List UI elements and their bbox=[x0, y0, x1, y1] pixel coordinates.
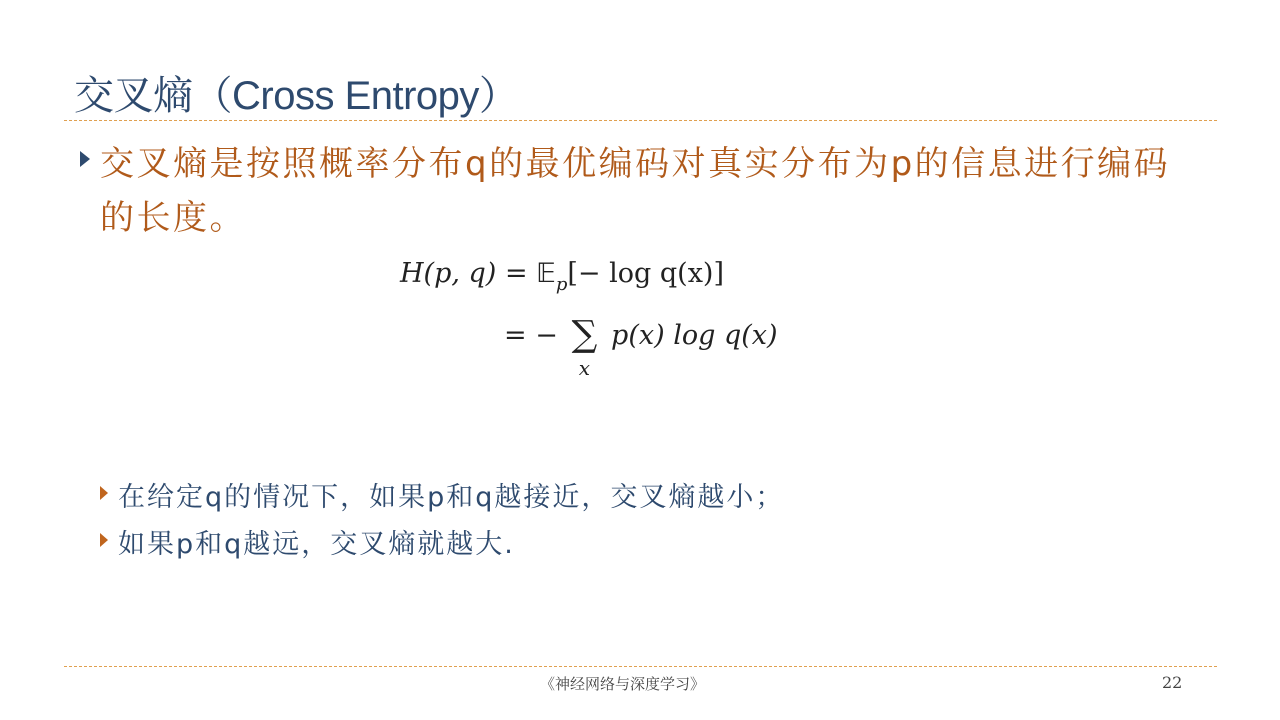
formula-lhs: H(p, q) bbox=[400, 258, 497, 289]
formula-equals-2: = − bbox=[504, 320, 558, 351]
summation-symbol: ∑ bbox=[571, 314, 598, 355]
sub-bullet-1: 在给定q的情况下，如果p和q越接近，交叉熵越小； bbox=[118, 482, 785, 513]
bullet-arrow-icon bbox=[80, 151, 90, 167]
formula-line-1 bbox=[400, 258, 724, 295]
sub-bullet-arrow-icon bbox=[100, 486, 108, 500]
expectation-subscript: p bbox=[555, 274, 568, 295]
sub-bullet-arrow-icon bbox=[100, 533, 108, 547]
formula-equals-1: = bbox=[496, 258, 537, 289]
page-number: 22 bbox=[1162, 673, 1183, 692]
footer-divider bbox=[64, 666, 1217, 667]
summation bbox=[566, 312, 602, 380]
expectation-symbol: 𝔼 bbox=[536, 258, 556, 289]
title-divider bbox=[64, 120, 1217, 121]
footer-book-title: 《神经网络与深度学习》 bbox=[540, 675, 706, 693]
formula-line-2 bbox=[504, 312, 778, 380]
sub-bullet-2: 如果p和q越远，交叉熵就越大. bbox=[118, 529, 515, 560]
formula-rhs-1: [− log q(x)] bbox=[567, 258, 724, 289]
summation-subscript: x bbox=[578, 356, 591, 380]
formula-rhs-2: p(x) log q(x) bbox=[611, 320, 778, 351]
slide-title: 交叉熵（Cross Entropy） bbox=[74, 74, 519, 118]
main-bullet-text: 交叉熵是按照概率分布q的最优编码对真实分布为p的信息进行编码的长度。 bbox=[100, 144, 1171, 238]
